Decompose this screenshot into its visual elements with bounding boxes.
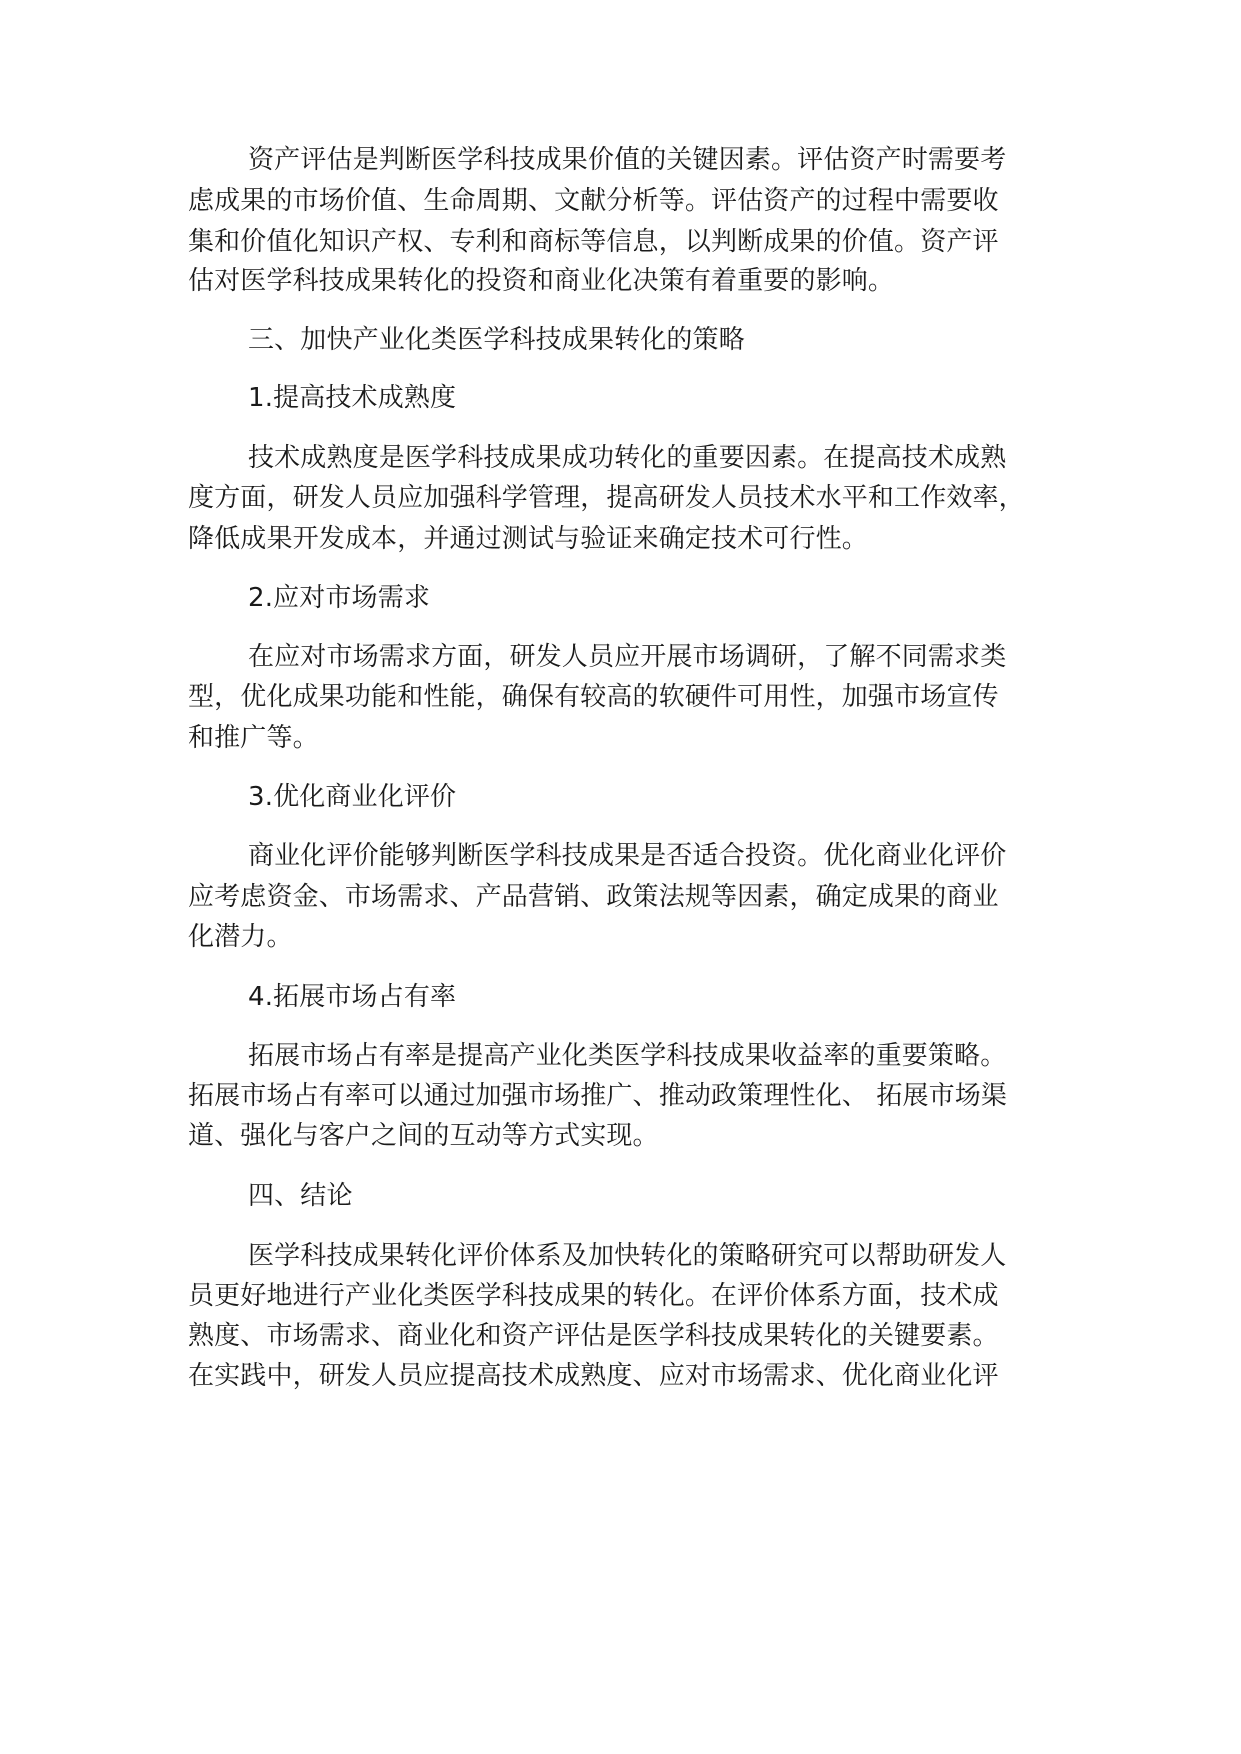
- paragraph-asset-evaluation-line: 资产评估是判断医学科技成果价值的关键因素。评估资产时需要考: [248, 145, 1007, 175]
- paragraph-technology-maturity-line: 降低成果开发成本，并通过测试与验证来确定技术可行性。: [188, 524, 868, 554]
- paragraph-conclusion-line: 员更好地进行产业化类医学科技成果的转化。在评价体系方面，技术成: [188, 1281, 999, 1311]
- paragraph-conclusion-line: 在实践中，研发人员应提高技术成熟度、应对市场需求、优化商业化评: [188, 1361, 999, 1391]
- paragraph-conclusion-line: 医学科技成果转化评价体系及加快转化的策略研究可以帮助研发人: [248, 1241, 1007, 1271]
- paragraph-market-share-line: 道、强化与客户之间的互动等方式实现。: [188, 1121, 659, 1151]
- paragraph-commercial-evaluation-line: 商业化评价能够判断医学科技成果是否适合投资。优化商业化评价: [248, 841, 1007, 871]
- paragraph-market-demand-line: 在应对市场需求方面，研发人员应开展市场调研，了解不同需求类: [248, 642, 1007, 672]
- subheading-technology-maturity: 1.提高技术成熟度: [248, 383, 457, 413]
- paragraph-market-demand-line: 型，优化成果功能和性能，确保有较高的软硬件可用性，加强市场宣传: [188, 682, 999, 712]
- paragraph-conclusion-line: 熟度、市场需求、商业化和资产评估是医学科技成果转化的关键要素。: [188, 1321, 999, 1351]
- paragraph-asset-evaluation-line: 虑成果的市场价值、生命周期、文献分析等。评估资产的过程中需要收: [188, 186, 999, 216]
- section-heading-conclusion: 四、结论: [248, 1181, 353, 1211]
- paragraph-commercial-evaluation-line: 化潜力。: [188, 922, 293, 952]
- paragraph-market-share-line: 拓展市场占有率是提高产业化类医学科技成果收益率的重要策略。: [248, 1041, 1007, 1071]
- subheading-commercial-evaluation: 3.优化商业化评价: [248, 782, 457, 812]
- subheading-market-demand: 2.应对市场需求: [248, 583, 431, 613]
- paragraph-asset-evaluation-line: 估对医学科技成果转化的投资和商业化决策有着重要的影响。: [188, 266, 895, 296]
- paragraph-commercial-evaluation-line: 应考虑资金、市场需求、产品营销、政策法规等因素，确定成果的商业: [188, 882, 999, 912]
- section-heading-strategies: 三、加快产业化类医学科技成果转化的策略: [248, 325, 745, 355]
- subheading-market-share: 4.拓展市场占有率: [248, 982, 457, 1012]
- paragraph-asset-evaluation-line: 集和价值化知识产权、专利和商标等信息，以判断成果的价值。资产评: [188, 227, 999, 257]
- paragraph-technology-maturity-line: 度方面，研发人员应加强科学管理，提高研发人员技术水平和工作效率，: [188, 483, 1025, 513]
- paragraph-technology-maturity-line: 技术成熟度是医学科技成果成功转化的重要因素。在提高技术成熟: [248, 443, 1007, 473]
- paragraph-market-share-line: 拓展市场占有率可以通过加强市场推广、推动政策理性化、 拓展市场渠: [188, 1081, 1008, 1111]
- paragraph-market-demand-line: 和推广等。: [188, 723, 319, 753]
